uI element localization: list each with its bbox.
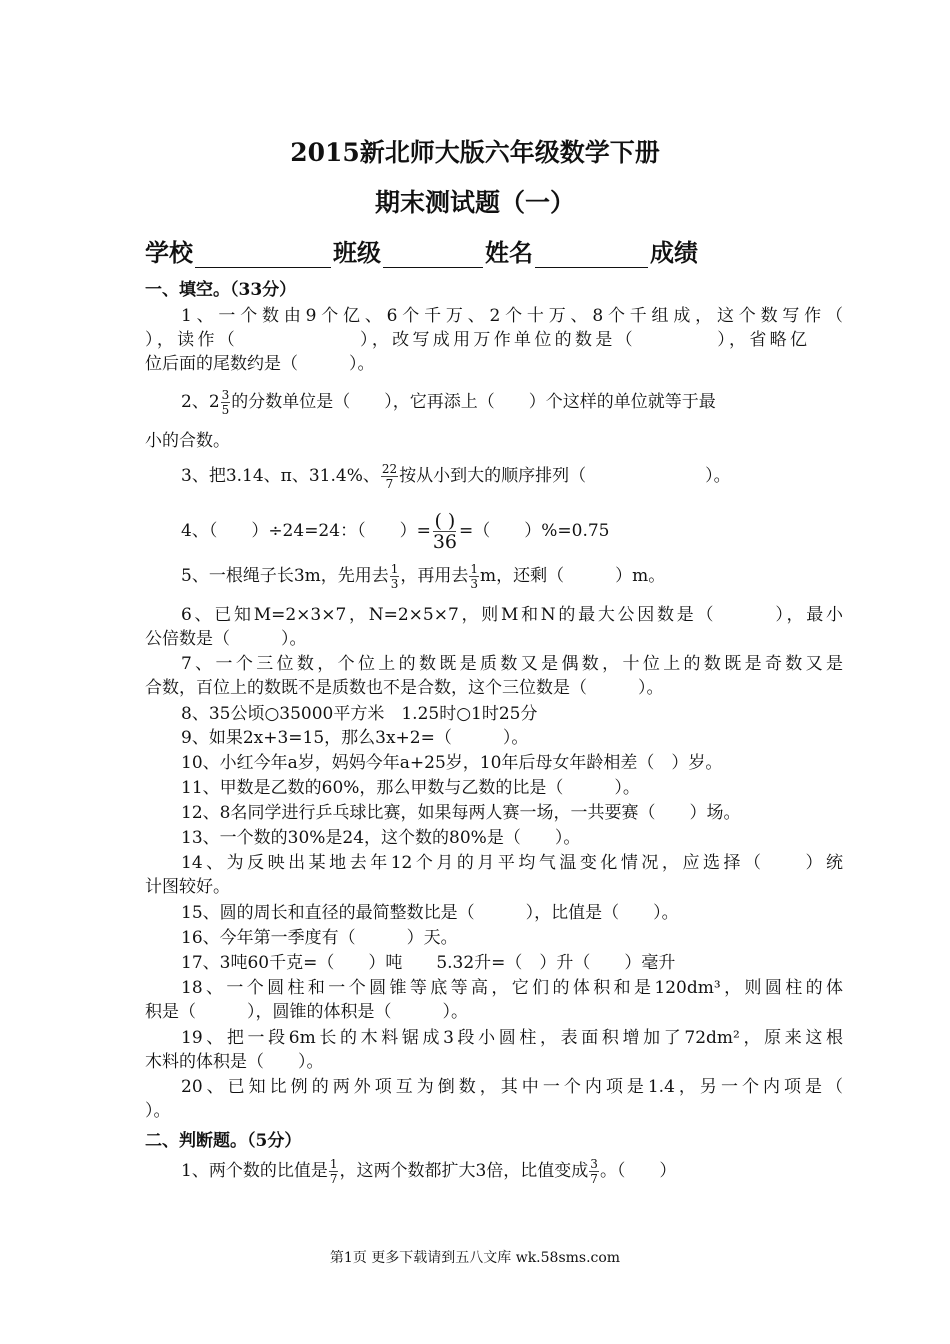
- question-18-line-1: 18、一个圆柱和一个圆锥等底等高，它们的体积和是120dm³，则圆柱的体: [181, 978, 843, 998]
- question-4: [145, 511, 843, 552]
- question-6-line-2: 公倍数是（ ）。: [145, 629, 307, 649]
- page-footer: 第1页 更多下载请到五八文库 wk.58sms.com: [329, 1250, 621, 1266]
- judgement-1-prefix: 1、两个数的比值是: [181, 1161, 328, 1181]
- question-18-line-2: 积是（ ），圆锥的体积是（ ）。: [145, 1002, 468, 1022]
- fraction-22-7: [381, 462, 398, 491]
- fraction-1-3-second: [469, 562, 479, 591]
- question-7-line-2: 合数，百位上的数既不是质数也不是合数，这个三位数是（ ）。: [145, 678, 664, 698]
- question-20-line-1: 20、已知比例的两外项互为倒数，其中一个内项是1.4，另一个内项是（: [181, 1077, 843, 1097]
- fraction-blank-36: [432, 511, 458, 552]
- judgement-1-middle: ，这两个数都扩大3倍，比值变成: [339, 1161, 589, 1181]
- question-19-line-1: 19、把一段6m长的木料锯成3段小圆柱，表面积增加了72dm²，原来这根: [181, 1028, 843, 1048]
- score-label: 成绩: [650, 238, 698, 267]
- judgement-1-text: 。（ ）: [599, 1161, 677, 1181]
- fraction-numerator: 3: [590, 1157, 598, 1171]
- fraction-1-3-first: [390, 562, 400, 591]
- document-subtitle: 期末测试题（一）: [374, 188, 575, 217]
- school-blank[interactable]: [195, 241, 331, 268]
- question-14-line-2: 计图较好。: [145, 877, 230, 897]
- question-2-line-2: 小的合数。: [145, 431, 230, 451]
- question-6-line-1: 6、已知M=2×3×7，N=2×5×7，则M和N的最大公因数是（ ），最小: [181, 605, 843, 625]
- fraction-3-5: [221, 388, 231, 417]
- question-4-text: =（ ）%=0.75: [459, 521, 610, 541]
- student-info-row: [145, 233, 698, 268]
- question-4-prefix: 4、（ ）÷24=24：（ ）=: [181, 521, 431, 541]
- fraction-1-7: [329, 1157, 339, 1186]
- question-1-line-2: ），读作（ ），改写成用万作单位的数是（ ），省略亿: [145, 330, 807, 350]
- class-label: 班级: [333, 238, 381, 267]
- fraction-numerator: ( ): [434, 510, 456, 532]
- question-5: [145, 562, 843, 591]
- fraction-denominator: 3: [390, 577, 399, 591]
- section-heading-fill-in: 一、填空。（33分）: [145, 280, 297, 300]
- question-2-line-1: [145, 388, 843, 417]
- question-5-prefix: 5、一根绳子长3m，先用去: [181, 566, 389, 586]
- question-13: 13、一个数的30%是24，这个数的80%是（ ）。: [181, 828, 581, 848]
- fraction-numerator: 1: [470, 562, 479, 576]
- school-label: 学校: [145, 238, 193, 267]
- question-2-text: 的分数单位是（ ），它再添上（ ）个这样的单位就等于最: [231, 392, 716, 412]
- question-1-line-1: 1、一个数由9个亿、6个千万、2个十万、8个千组成，这个数写作（: [181, 306, 843, 326]
- question-8: 8、35公顷○35000平方米 1.25时○1时25分: [181, 704, 538, 724]
- fraction-denominator: 7: [329, 1172, 338, 1186]
- judgement-1: [145, 1157, 843, 1186]
- question-5-text: m，还剩（ ）m。: [480, 566, 666, 586]
- fraction-numerator: 3: [221, 388, 230, 402]
- fraction-denominator: 5: [221, 403, 230, 417]
- name-label: 姓名: [485, 238, 533, 267]
- question-20-line-2: ）。: [145, 1101, 171, 1121]
- fraction-denominator: 7: [385, 477, 394, 491]
- question-7-line-1: 7、一个三位数，个位上的数既是质数又是偶数，十位上的数既是奇数又是: [181, 654, 843, 674]
- question-5-middle: ，再用去: [400, 566, 469, 586]
- question-15: 15、圆的周长和直径的最简整数比是（ ），比值是（ ）。: [181, 903, 679, 923]
- question-9: 9、如果2x+3=15，那么3x+2=（ ）。: [181, 728, 529, 748]
- question-10: 10、小红今年a岁，妈妈今年a+25岁，10年后母女年龄相差（ ）岁。: [181, 753, 723, 773]
- fraction-3-7: [589, 1157, 599, 1186]
- question-1-line-3: 位后面的尾数约是（ ）。: [145, 354, 375, 374]
- question-2-prefix: 2、2: [181, 392, 220, 412]
- fraction-numerator: 1: [329, 1157, 338, 1171]
- name-blank[interactable]: [535, 241, 648, 268]
- document-title: 2015新北师大版六年级数学下册: [290, 138, 660, 167]
- question-3-prefix: 3、把3.14、π、31.4%、: [181, 466, 380, 486]
- question-3-text: 按从小到大的顺序排列（ ）。: [399, 466, 731, 486]
- question-19-line-2: 木料的体积是（ ）。: [145, 1052, 324, 1072]
- question-3: [145, 462, 843, 491]
- class-blank[interactable]: [383, 241, 483, 268]
- section-heading-true-false: 二、判断题。（5分）: [145, 1131, 302, 1151]
- question-17: 17、3吨60千克=（ ）吨 5.32升=（ ）升（ ）毫升: [181, 953, 676, 973]
- question-11: 11、甲数是乙数的60%，那么甲数与乙数的比是（ ）。: [181, 778, 640, 798]
- question-12: 12、8名同学进行乒乓球比赛，如果每两人赛一场，一共要赛（ ）场。: [181, 803, 741, 823]
- question-16: 16、今年第一季度有（ ）天。: [181, 928, 458, 948]
- question-14-line-1: 14、为反映出某地去年12个月的月平均气温变化情况，应选择（ ）统: [181, 853, 843, 873]
- fraction-denominator: 36: [432, 531, 457, 553]
- fraction-denominator: 3: [470, 577, 479, 591]
- fraction-denominator: 7: [590, 1172, 598, 1186]
- fraction-numerator: 1: [390, 562, 399, 576]
- fraction-numerator: 22: [381, 462, 398, 476]
